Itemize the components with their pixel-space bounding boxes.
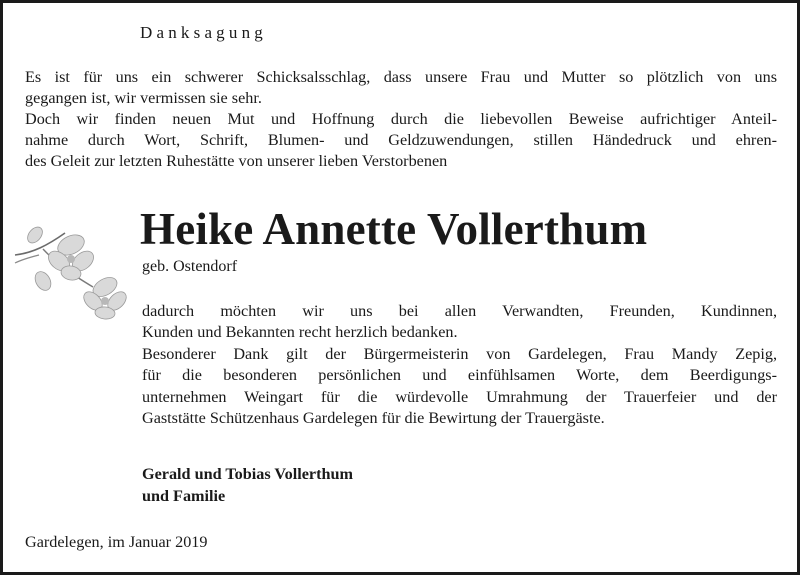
intro-line: Doch wir finden neuen Mut und Hoffnung durch die liebevollen Beweise aufrichtiger Anteil- (25, 110, 777, 128)
orchid-flower-icon (13, 215, 138, 335)
intro-text (25, 67, 777, 172)
thanks-line: Besonderer Dank gilt der Bürgermeisterin von Gardelegen, Frau Mandy Zepig, (142, 344, 777, 363)
intro-line: des Geleit zur letzten Ruhestätte von unserer lieben Verstorbenen (25, 152, 448, 170)
thanks-line: Gaststätte Schützenhaus Gardelegen für die Bewirtung der Trauergäste. (142, 409, 605, 428)
thanks-line: Kunden und Bekannten recht herzlich bedanken. (142, 323, 458, 342)
intro-line: gegangen ist, wir vermissen sie sehr. (25, 89, 262, 107)
thanks-text (142, 301, 777, 429)
thanks-line: für die besonderen persönlichen und einfühlsamen Worte, dem Beerdigungs- (142, 366, 777, 385)
intro-line: Es ist für uns ein schwerer Schicksalsschlag, dass unsere Frau und Mutter so plötzlich von uns (25, 68, 777, 86)
heading: Danksagung (140, 23, 267, 42)
thanks-line: unternehmen Weingart für die würdevolle Umrahmung der Trauerfeier und der (142, 387, 777, 406)
signers (142, 463, 353, 507)
birth-name: geb. Ostendorf (142, 258, 238, 275)
intro-line: nahme durch Wort, Schrift, Blumen- und Geldzuwendungen, stillen Händedruck und ehren- (25, 131, 777, 149)
signer-line: Gerald und Tobias Vollerthum (142, 465, 353, 483)
signer-line: und Familie (142, 487, 226, 505)
thanks-line: dadurch möchten wir uns bei allen Verwandten, Freunden, Kundinnen, (142, 302, 777, 320)
deceased-name: Heike Annette Vollerthum (140, 204, 648, 254)
place-date: Gardelegen, im Januar 2019 (25, 533, 208, 551)
